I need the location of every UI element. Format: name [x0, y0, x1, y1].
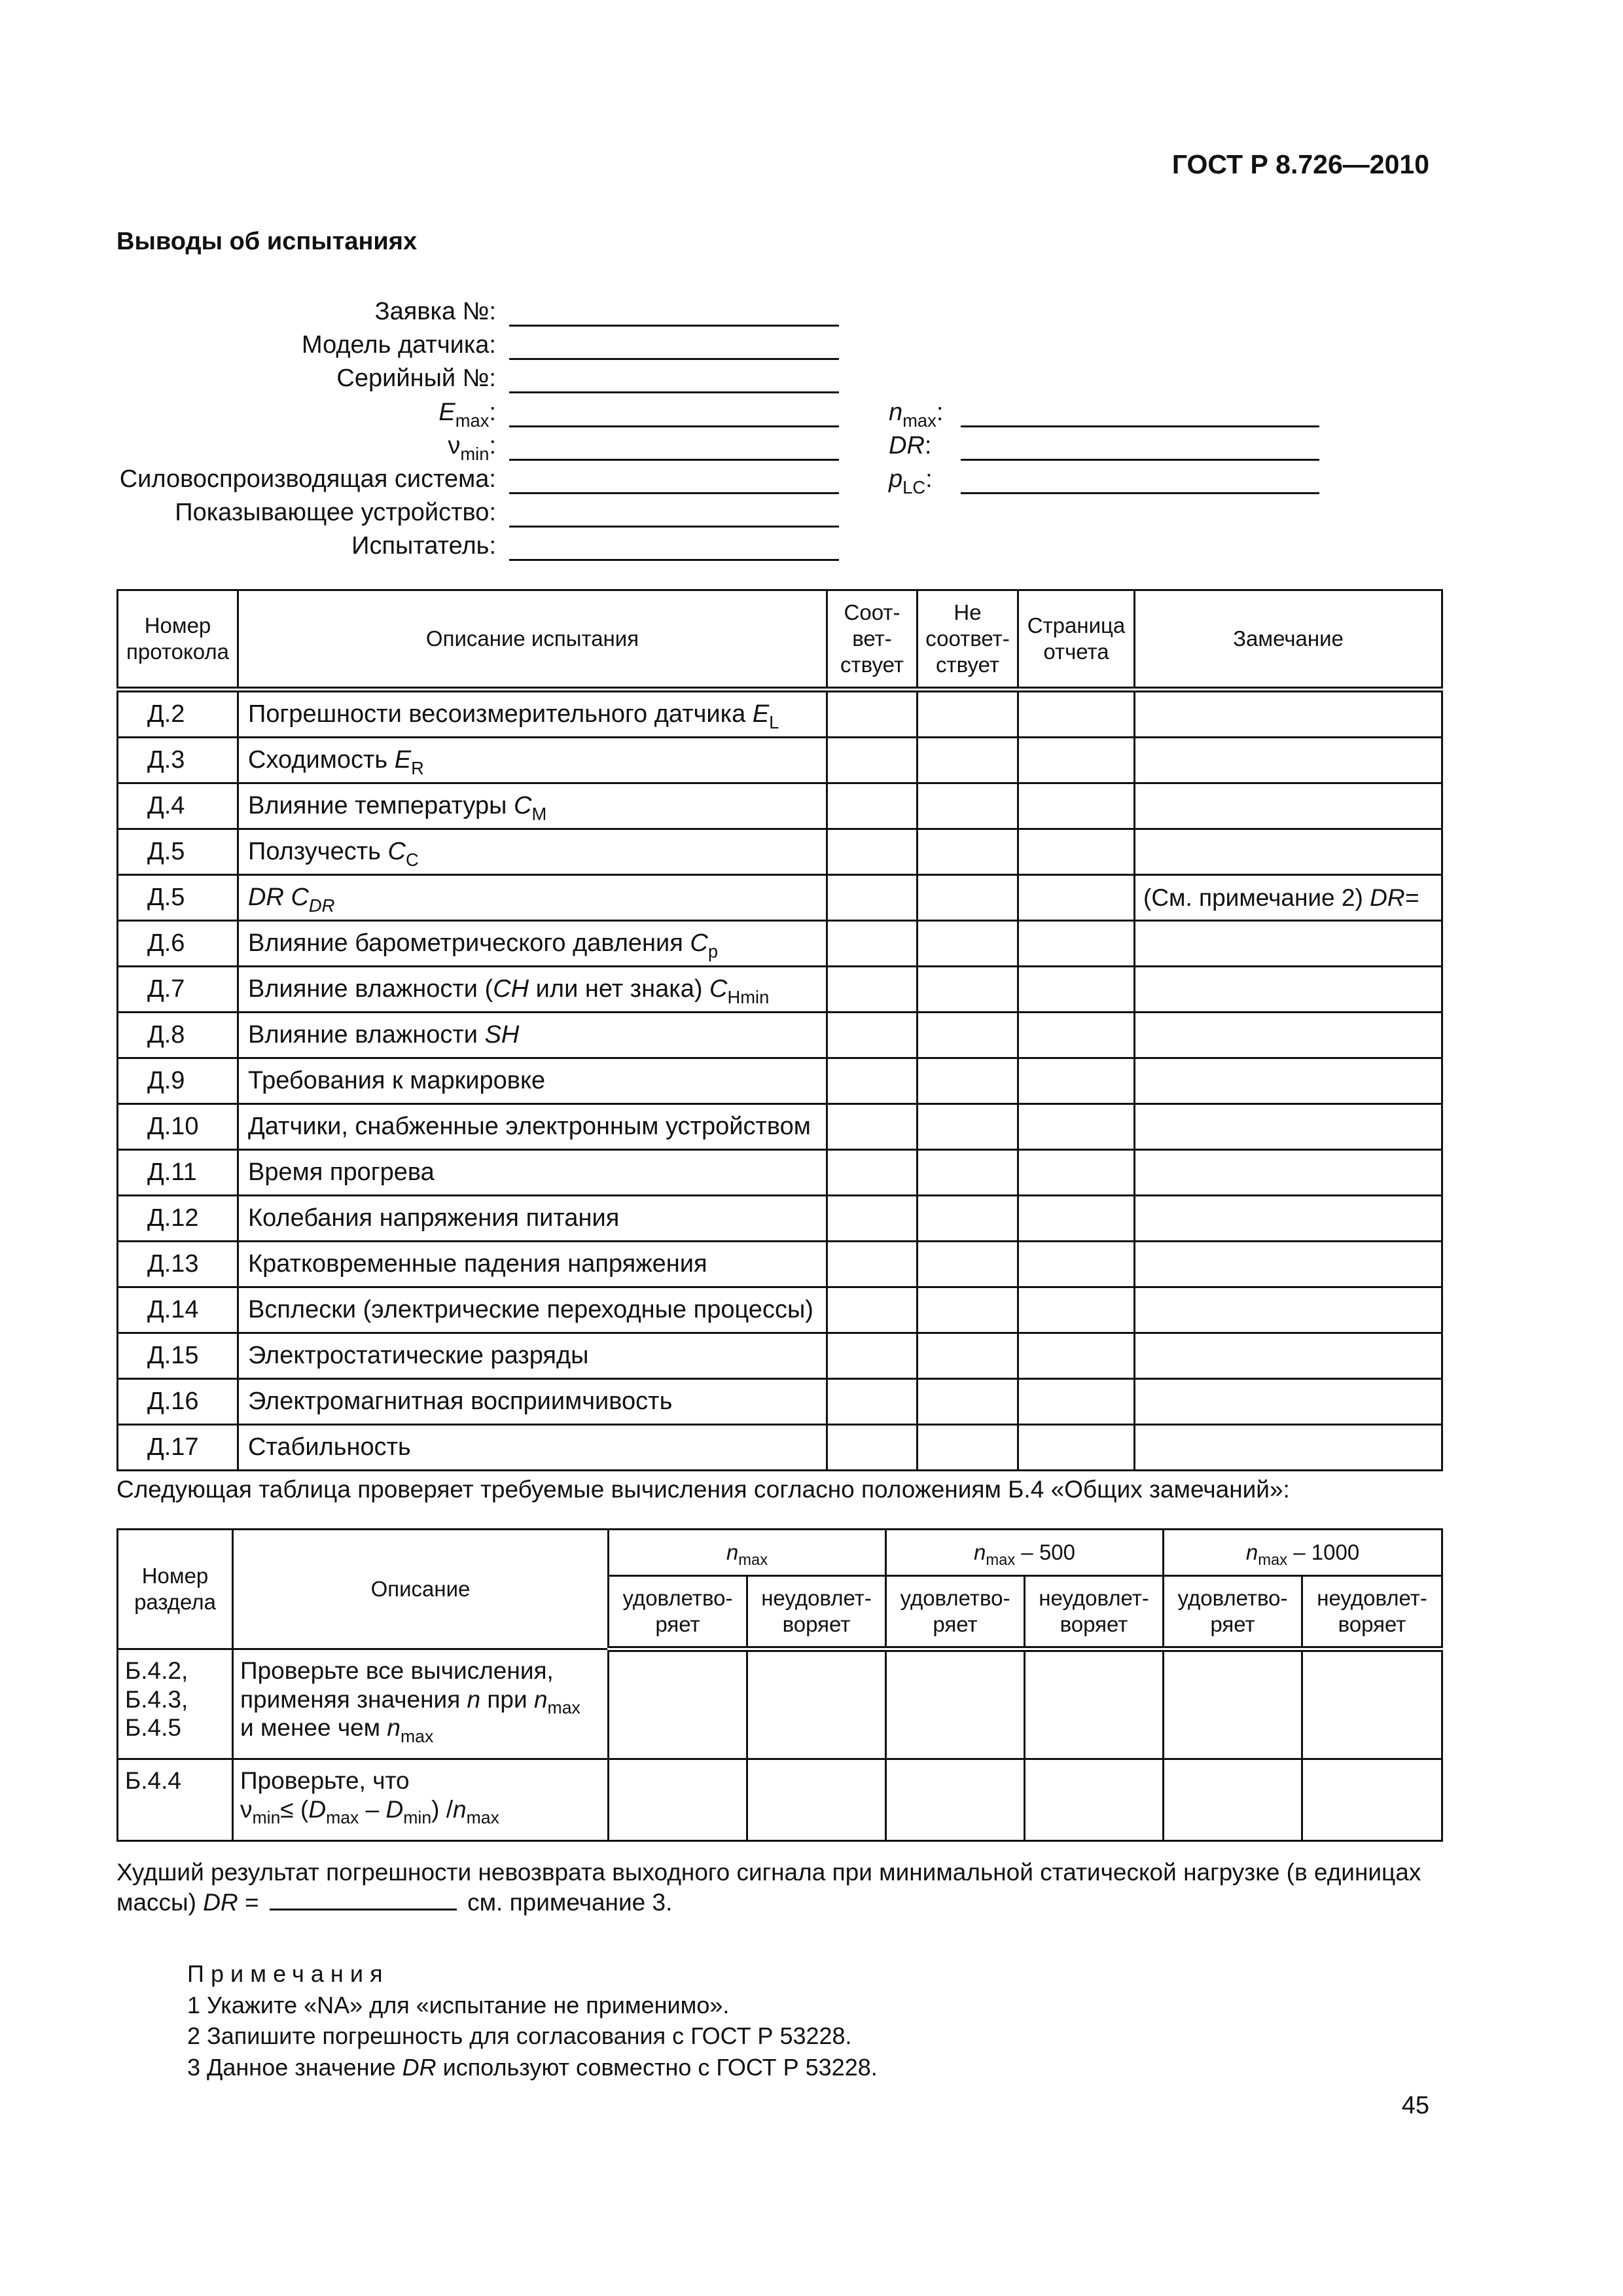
report-page-cell[interactable] — [1018, 921, 1135, 967]
complies-cell[interactable] — [827, 1425, 918, 1471]
remark-cell[interactable] — [1135, 1242, 1442, 1287]
remark-cell[interactable] — [1135, 1425, 1442, 1471]
col-protocol-no: Номер протокола — [118, 590, 238, 690]
col-section-no: Номер раздела — [118, 1530, 233, 1649]
report-page-cell[interactable] — [1018, 1058, 1135, 1104]
check-cell[interactable] — [747, 1759, 886, 1841]
report-page-cell[interactable] — [1018, 783, 1135, 829]
test-row — [118, 1333, 1442, 1379]
report-page-cell[interactable] — [1018, 1425, 1135, 1471]
remark-cell[interactable] — [1135, 1150, 1442, 1196]
check-cell[interactable] — [1025, 1759, 1164, 1841]
check-cell[interactable] — [747, 1649, 886, 1759]
col-complies: Соот-вет-ствует — [827, 590, 918, 690]
tester-field[interactable] — [509, 559, 839, 561]
col-satisfies: удовлетво-ряет — [1164, 1576, 1302, 1649]
test-row — [118, 1104, 1442, 1150]
not-complies-cell[interactable] — [918, 875, 1018, 921]
not-complies-cell[interactable] — [918, 1013, 1018, 1058]
check-cell[interactable] — [1164, 1759, 1302, 1841]
protocol-no: Д.14 — [118, 1287, 238, 1333]
sensor-model-label: Модель датчика: — [301, 331, 496, 359]
complies-cell[interactable] — [827, 1379, 918, 1425]
vmin-formula: $\nu_{min}\le (D_{max} - D_{min})$ $/n_{max}$ — [240, 1795, 499, 1827]
report-page-cell[interactable] — [1018, 875, 1135, 921]
col-satisfies: удовлетво-ряет — [609, 1576, 747, 1649]
test-row — [118, 1150, 1442, 1196]
col-not-satisfies: неудовлет-воряет — [1025, 1576, 1164, 1649]
not-complies-cell[interactable] — [918, 690, 1018, 738]
test-row — [118, 783, 1442, 829]
dr-field[interactable] — [961, 459, 1319, 461]
protocol-no: Д.8 — [118, 1013, 238, 1058]
not-complies-cell[interactable] — [918, 1379, 1018, 1425]
remark-cell[interactable] — [1135, 921, 1442, 967]
complies-cell[interactable] — [827, 1150, 918, 1196]
serial-no-label: Серийный №: — [336, 365, 496, 392]
test-row — [118, 1425, 1442, 1471]
complies-cell[interactable] — [827, 875, 918, 921]
serial-no-field[interactable] — [509, 391, 839, 393]
not-complies-cell[interactable] — [918, 1058, 1018, 1104]
not-complies-cell[interactable] — [918, 1150, 1018, 1196]
test-description: Колебания напряжения питания — [238, 1196, 827, 1242]
test-description: Погрешности весоизмерительного датчика $E_L$ — [238, 690, 827, 738]
test-description: Влияние температуры $C_M$ — [238, 783, 827, 829]
test-row — [118, 738, 1442, 783]
protocol-no: Д.15 — [118, 1333, 238, 1379]
remark-cell[interactable] — [1135, 1333, 1442, 1379]
not-complies-cell[interactable] — [918, 1104, 1018, 1150]
report-page-cell[interactable] — [1018, 1242, 1135, 1287]
calc-row — [118, 1649, 1442, 1759]
nmax-field[interactable] — [961, 425, 1319, 427]
remark-cell[interactable] — [1135, 738, 1442, 783]
complies-cell[interactable] — [827, 1058, 918, 1104]
remark-cell[interactable] — [1135, 1013, 1442, 1058]
plc-field[interactable] — [961, 492, 1319, 494]
remark-cell[interactable] — [1135, 690, 1442, 738]
remark-cell[interactable]: (См. примечание 2) DR= — [1135, 875, 1442, 921]
not-complies-cell[interactable] — [918, 783, 1018, 829]
sensor-model-field[interactable] — [509, 358, 839, 360]
col-calc-description: Описание — [233, 1530, 609, 1649]
not-complies-cell[interactable] — [918, 1333, 1018, 1379]
test-row — [118, 967, 1442, 1013]
plc-label: $p_{LC}$: — [889, 465, 933, 497]
calc-header-row1 — [118, 1530, 1442, 1576]
report-page-cell[interactable] — [1018, 738, 1135, 783]
indicating-device-label: Показывающее устройство: — [175, 499, 496, 526]
protocol-no: Д.17 — [118, 1425, 238, 1471]
vmin-field[interactable] — [509, 459, 839, 461]
col-report-page: Страница отчета — [1018, 590, 1135, 690]
test-description: Время прогрева — [238, 1150, 827, 1196]
not-complies-cell[interactable] — [918, 829, 1018, 875]
not-complies-cell[interactable] — [918, 738, 1018, 783]
test-description: Влияние влажности (CH или нет знака) $C_{Hmin}$ — [238, 967, 827, 1013]
emax-label: $E_{max}$: — [438, 399, 496, 431]
protocol-no: Д.5 — [118, 875, 238, 921]
complies-cell[interactable] — [827, 921, 918, 967]
check-cell[interactable] — [1302, 1649, 1442, 1759]
report-page-cell[interactable] — [1018, 1150, 1135, 1196]
test-row — [118, 1058, 1442, 1104]
test-row — [118, 1379, 1442, 1425]
tests-table — [116, 589, 1443, 1471]
remark-cell[interactable] — [1135, 967, 1442, 1013]
check-cell[interactable] — [1302, 1759, 1442, 1841]
check-cell[interactable] — [1025, 1649, 1164, 1759]
protocol-no: Д.3 — [118, 738, 238, 783]
remark-cell[interactable] — [1135, 1287, 1442, 1333]
protocol-no: Д.6 — [118, 921, 238, 967]
not-complies-cell[interactable] — [918, 1287, 1018, 1333]
protocol-no: Д.16 — [118, 1379, 238, 1425]
check-cell[interactable] — [609, 1649, 747, 1759]
group-nmax: $n_{max}$ — [609, 1530, 886, 1576]
remark-cell[interactable] — [1135, 829, 1442, 875]
document-id: ГОСТ Р 8.726—2010 — [1171, 149, 1429, 179]
not-complies-cell[interactable] — [918, 1242, 1018, 1287]
test-description: Стабильность — [238, 1425, 827, 1471]
protocol-no: Д.5 — [118, 829, 238, 875]
force-system-label: Силовоспроизводящая система: — [119, 465, 496, 493]
report-page-cell[interactable] — [1018, 1379, 1135, 1425]
tester-label: Испытатель: — [351, 532, 496, 560]
not-complies-cell[interactable] — [918, 921, 1018, 967]
section-title: Выводы об испытаниях — [116, 228, 418, 255]
col-not-satisfies: неудовлет-воряет — [747, 1576, 886, 1649]
protocol-no: Д.9 — [118, 1058, 238, 1104]
test-row — [118, 875, 1442, 921]
note-item: 1 Укажите «NA» для «испытание не применимо». — [187, 1991, 730, 2018]
page-number: 45 — [1401, 2092, 1429, 2119]
application-no-field[interactable] — [509, 325, 839, 327]
report-page-cell[interactable] — [1018, 1196, 1135, 1242]
test-row — [118, 921, 1442, 967]
complies-cell[interactable] — [827, 1013, 918, 1058]
notes-title: Примечания — [187, 1960, 389, 1987]
test-description: Кратковременные падения напряжения — [238, 1242, 827, 1287]
test-description: Влияние влажности SH — [238, 1013, 827, 1058]
remark-cell[interactable] — [1135, 1058, 1442, 1104]
complies-cell[interactable] — [827, 1333, 918, 1379]
test-description: Ползучесть $C_C$ — [238, 829, 827, 875]
notes-block — [187, 1958, 878, 2083]
check-cell[interactable] — [886, 1649, 1025, 1759]
protocol-no: Д.11 — [118, 1150, 238, 1196]
remark-cell[interactable] — [1135, 1379, 1442, 1425]
report-page-cell[interactable] — [1018, 1013, 1135, 1058]
col-not-satisfies: неудовлет-воряет — [1302, 1576, 1442, 1649]
col-description: Описание испытания — [238, 590, 827, 690]
test-description: DR $C_{DR}$ — [238, 875, 827, 921]
test-row — [118, 1013, 1442, 1058]
report-page-cell[interactable] — [1018, 1287, 1135, 1333]
col-satisfies: удовлетво-ряет — [886, 1576, 1025, 1649]
complies-cell[interactable] — [827, 829, 918, 875]
force-system-field[interactable] — [509, 492, 839, 494]
test-description: Электромагнитная восприимчивость — [238, 1379, 827, 1425]
col-remark: Замечание — [1135, 590, 1442, 690]
not-complies-cell[interactable] — [918, 1196, 1018, 1242]
test-row — [118, 1242, 1442, 1287]
calc-row — [118, 1759, 1442, 1841]
note-item: 3 Данное значение DR используют совместно с ГОСТ Р 53228. — [187, 2053, 878, 2081]
dr-label: DR: — [889, 432, 932, 459]
check-cell[interactable] — [886, 1759, 1025, 1841]
indicating-device-field[interactable] — [509, 526, 839, 528]
paragraph-worst-result: Худший результат погрешности невозврата выходного сигнала при минимальной статической нагрузке (в единицах массы) DR = см. примечание 3. — [116, 1859, 1421, 1916]
group-nmax-500: $n_{max} - 500$ — [886, 1530, 1164, 1576]
vmin-label: $\nu_{min}$: — [448, 432, 496, 464]
test-description: Датчики, снабженные электронным устройством — [238, 1104, 827, 1150]
test-description: Всплески (электрические переходные процессы) — [238, 1287, 827, 1333]
test-description: Требования к маркировке — [238, 1058, 827, 1104]
col-not-complies: Не соответ-ствует — [918, 590, 1018, 690]
check-cell[interactable] — [609, 1759, 747, 1841]
protocol-no: Д.2 — [118, 690, 238, 738]
emax-field[interactable] — [509, 425, 839, 427]
dr-blank-field[interactable] — [270, 1889, 457, 1910]
paragraph-table2-intro: Следующая таблица проверяет требуемые вычисления согласно положениям Б.4 «Общих замечаний»: — [116, 1476, 1290, 1503]
remark-cell[interactable] — [1135, 1104, 1442, 1150]
calc-description: Проверьте все вычисления, применяя значения n при $n_{max}$ и менее чем $n_{max}$ — [233, 1649, 609, 1759]
tests-table-header — [118, 590, 1442, 690]
protocol-no: Д.13 — [118, 1242, 238, 1287]
complies-cell[interactable] — [827, 783, 918, 829]
test-description: Влияние барометрического давления $C_p$ — [238, 921, 827, 967]
calc-section-no: Б.4.2, Б.4.3, Б.4.5 — [118, 1649, 233, 1759]
report-page-cell[interactable] — [1018, 1104, 1135, 1150]
test-description: Сходимость $E_R$ — [238, 738, 827, 783]
complies-cell[interactable] — [827, 1242, 918, 1287]
application-no-label: Заявка №: — [374, 298, 496, 325]
report-page-cell[interactable] — [1018, 1333, 1135, 1379]
protocol-no: Д.4 — [118, 783, 238, 829]
complies-cell[interactable] — [827, 1287, 918, 1333]
nmax-label: $n_{max}$: — [889, 399, 944, 431]
not-complies-cell[interactable] — [918, 1425, 1018, 1471]
complies-cell[interactable] — [827, 738, 918, 783]
report-page-cell[interactable] — [1018, 690, 1135, 738]
complies-cell[interactable] — [827, 1196, 918, 1242]
group-nmax-1000: $n_{max} - 1000$ — [1164, 1530, 1442, 1576]
not-complies-cell[interactable] — [918, 967, 1018, 1013]
test-description: Электростатические разряды — [238, 1333, 827, 1379]
remark-cell[interactable] — [1135, 783, 1442, 829]
protocol-no: Д.12 — [118, 1196, 238, 1242]
calc-section-no: Б.4.4 — [118, 1759, 233, 1841]
test-row — [118, 1196, 1442, 1242]
calculations-table — [116, 1528, 1443, 1842]
protocol-no: Д.7 — [118, 967, 238, 1013]
report-page-cell[interactable] — [1018, 829, 1135, 875]
check-cell[interactable] — [1164, 1649, 1302, 1759]
remark-cell[interactable] — [1135, 1196, 1442, 1242]
protocol-no: Д.10 — [118, 1104, 238, 1150]
complies-cell[interactable] — [827, 1104, 918, 1150]
calc-description: Проверьте, что $\nu_{min}\le (D_{max} - D_{min})$ $/n_{max}$ — [233, 1759, 609, 1841]
test-row — [118, 829, 1442, 875]
report-page-cell[interactable] — [1018, 967, 1135, 1013]
note-item: 2 Запишите погрешность для согласования с ГОСТ Р 53228. — [187, 2022, 852, 2050]
test-row — [118, 690, 1442, 738]
complies-cell[interactable] — [827, 967, 918, 1013]
test-row — [118, 1287, 1442, 1333]
complies-cell[interactable] — [827, 690, 918, 738]
